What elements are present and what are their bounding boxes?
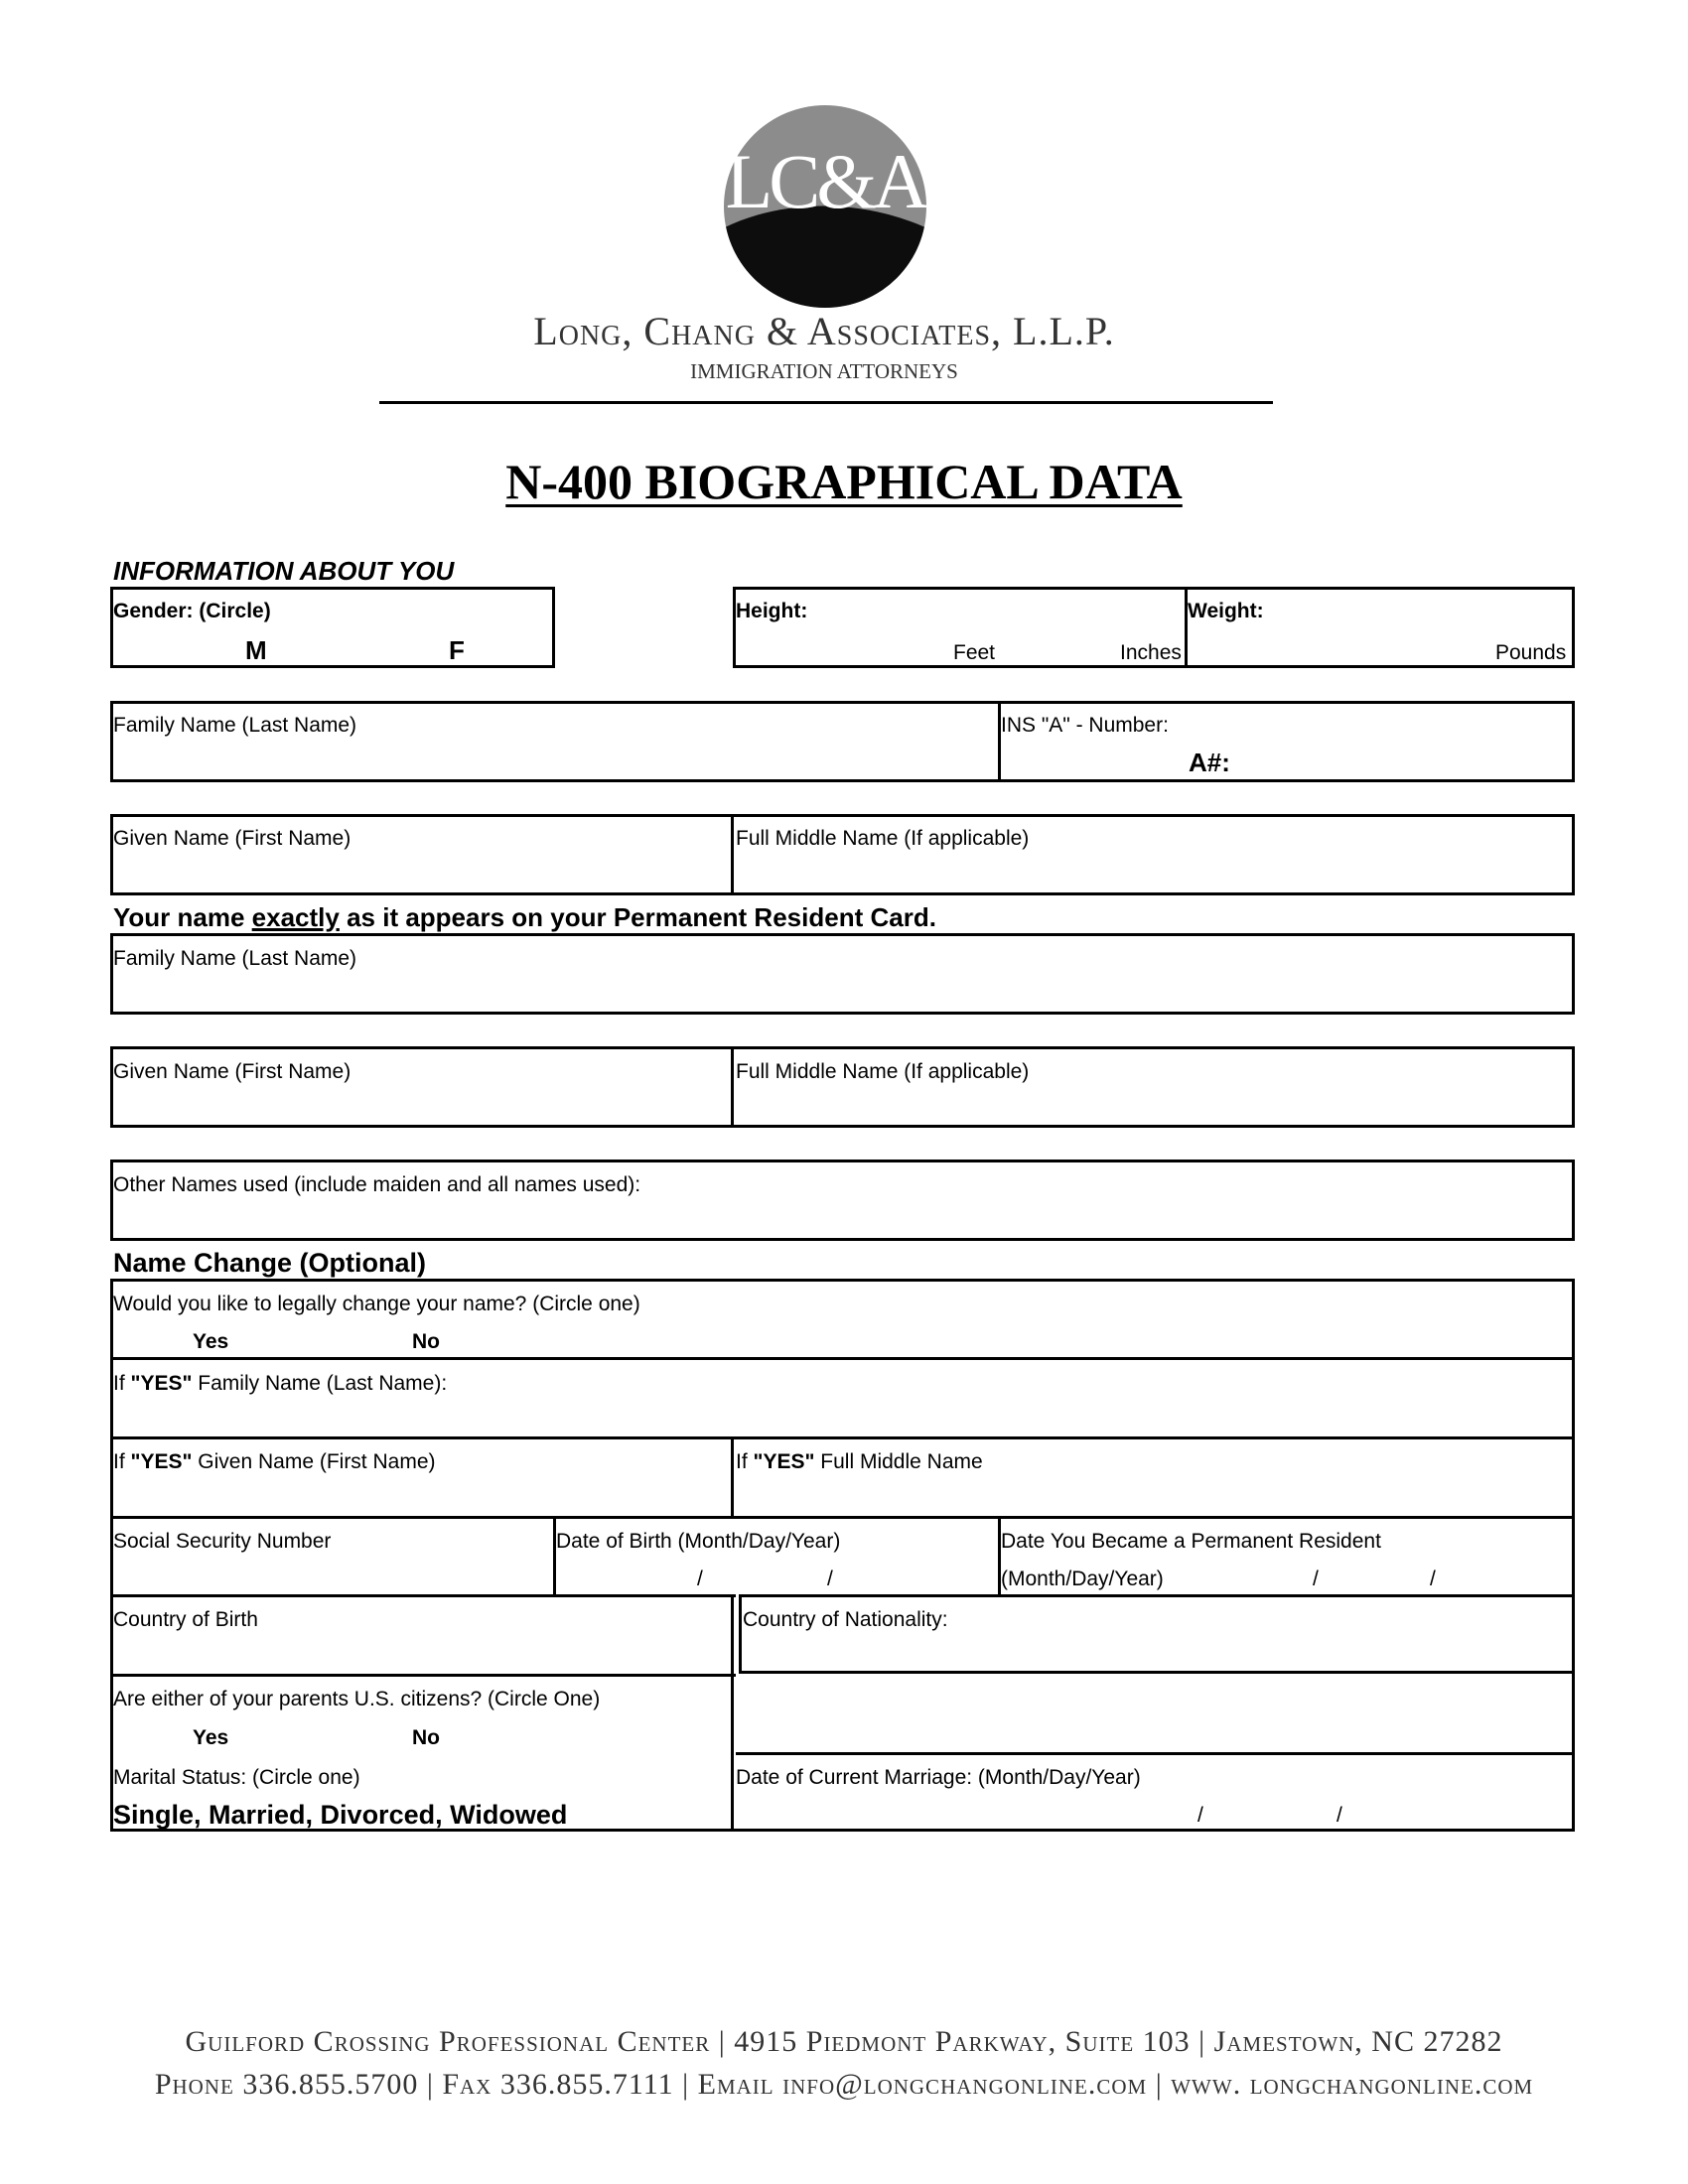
country-birth-label[interactable]: Country of Birth [113,1608,258,1631]
inches-label: Inches [1120,641,1182,664]
pr-given-name-label: Given Name (First Name) [113,1060,352,1083]
letterhead-rule [379,401,1273,404]
footer-address: Guilford Crossing Professional Center | 4915 Piedmont Parkway, Suite 103 | Jamestown, NC 27282 [185,2025,1503,2058]
yes-quoted: "YES" [130,1450,193,1473]
row-divider-6 [736,1752,1575,1755]
other-names-field[interactable] [110,1160,1575,1241]
dob-slash-1: / [697,1568,703,1590]
country-nationality-label: Country of Nationality: [743,1608,948,1631]
ssn-label[interactable]: Social Security Number [113,1530,332,1553]
dob-label[interactable]: Date of Birth (Month/Day/Year) [556,1530,841,1553]
section-heading-green-card [113,902,936,933]
pr-given-middle-divider [731,1046,734,1128]
marriage-date-slash-1: / [1197,1804,1203,1827]
green-card-heading-emphasis: exactly [251,902,340,932]
parents-yes[interactable]: Yes [193,1726,229,1749]
if-text: If [736,1450,754,1473]
footer-contact: Phone 336.855.5700 | Fax 336.855.7111 | Email info@longchangonline.com | www. longchangonline.com [154,2068,1534,2101]
pr-date-format: (Month/Day/Year) [1001,1568,1164,1590]
if-text: If [113,1372,131,1395]
new-given-text: Given Name (First Name) [192,1450,436,1473]
feet-label: Feet [953,641,996,664]
row-divider-2 [110,1436,1575,1439]
name-change-table [110,1279,1575,1832]
logo-monogram: LC&A [725,138,925,224]
marital-status-options[interactable]: Single, Married, Divorced, Widowed [113,1800,568,1830]
name-change-yes[interactable]: Yes [193,1330,229,1353]
if-text: If [113,1450,131,1473]
middle-name-label: Full Middle Name (If applicable) [736,827,1030,850]
pr-given-middle-field[interactable] [110,1046,1575,1128]
name-change-no[interactable]: No [412,1330,440,1353]
other-names-label: Other Names used (include maiden and all names used): [113,1173,641,1196]
given-name-label: Given Name (First Name) [113,827,352,850]
new-family-text: Family Name (Last Name): [192,1372,448,1395]
col-divider-middle-name [731,1436,734,1516]
gender-option-m[interactable]: M [245,635,267,665]
family-name-label: Family Name (Last Name) [113,714,357,737]
col-divider-dob [553,1516,556,1595]
new-family-name-label[interactable] [113,1372,447,1396]
firm-tagline: IMMIGRATION ATTORNEYS [690,359,958,383]
dob-slash-2: / [827,1568,833,1590]
country-nationality-field[interactable] [739,1594,1575,1674]
marital-status-label: Marital Status: (Circle one) [113,1766,360,1789]
weight-label: Weight: [1188,600,1264,622]
pr-date-slash-2: / [1430,1568,1436,1590]
pr-middle-name-label: Full Middle Name (If applicable) [736,1060,1030,1083]
letterhead [0,0,1688,417]
firm-name: Long, Chang & Associates, L.L.P. [533,309,1115,353]
green-card-heading-post: as it appears on your Permanent Resident Card. [339,902,936,932]
parents-no[interactable]: No [412,1726,440,1749]
yes-quoted: "YES" [753,1450,815,1473]
parents-citizen-question: Are either of your parents U.S. citizens? (Circle One) [113,1688,601,1710]
marriage-date-slash-2: / [1336,1804,1342,1827]
gender-label: Gender: (Circle) [113,600,271,622]
a-number-prefix: A#: [1189,748,1230,777]
pr-family-name-field[interactable] [110,933,1575,1015]
yes-quoted: "YES" [130,1372,193,1395]
ins-a-number-label: INS "A" - Number: [1001,714,1169,737]
section-heading-about: INFORMATION ABOUT YOU [113,556,455,586]
given-middle-divider [731,814,734,895]
pr-date-label[interactable]: Date You Became a Permanent Resident [1001,1530,1381,1553]
row-divider-1 [110,1357,1575,1360]
new-given-name-label[interactable] [113,1450,436,1474]
section-heading-name-change: Name Change (Optional) [113,1248,427,1278]
gender-option-f[interactable]: F [449,635,465,665]
pr-date-slash-1: / [1313,1568,1319,1590]
height-label: Height: [736,600,808,622]
marriage-date-label[interactable]: Date of Current Marriage: (Month/Day/Year) [736,1766,1141,1789]
row-divider-3 [110,1516,1575,1519]
pr-family-name-label: Family Name (Last Name) [113,947,357,970]
row-divider-4 [110,1594,736,1597]
col-divider-lower [731,1594,734,1832]
new-middle-text: Full Middle Name [814,1450,983,1473]
new-middle-name-label[interactable] [736,1450,983,1474]
page-title: N-400 BIOGRAPHICAL DATA [505,454,1183,509]
row-divider-5 [110,1674,736,1677]
green-card-heading-pre: Your name [113,902,252,932]
name-change-question: Would you like to legally change your name? (Circle one) [113,1293,640,1315]
pounds-label: Pounds [1495,641,1567,664]
